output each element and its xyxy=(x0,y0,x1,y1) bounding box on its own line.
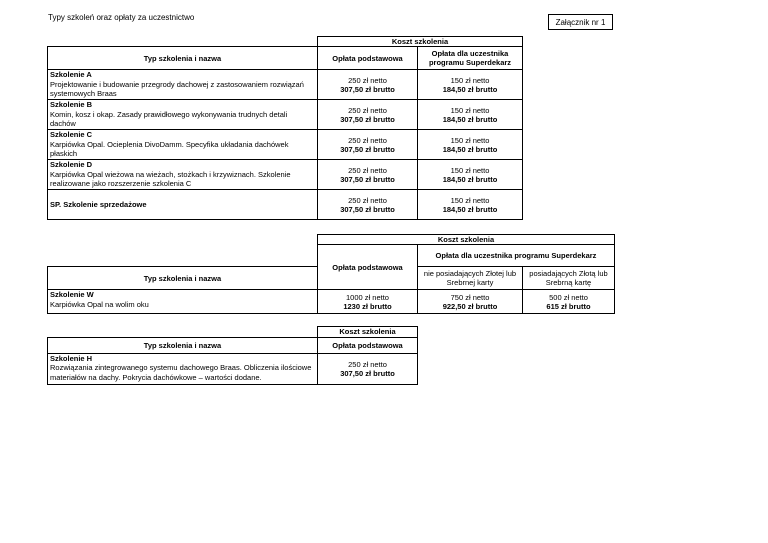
member-fee-gross: 184,50 zł brutto xyxy=(442,174,498,184)
base-fee-net: 250 zł netto xyxy=(348,105,387,115)
member-fee-header: Opłata dla uczestnika programu Superdekarz xyxy=(418,245,615,267)
training-h-fees-table xyxy=(47,326,418,385)
card-fee-net: 500 zł netto xyxy=(549,292,588,302)
col-header-no-card: nie posiadających Złotej lub Srebrnej karty xyxy=(418,267,523,290)
training-description: Karpiówka Opal na wolim oku xyxy=(50,299,149,309)
training-description: Karpiówka Opal wieżowa na wieżach, stożkach i krzywiznach. Szkolenie realizowane jako rozszerzenie szkolenia C xyxy=(50,169,291,189)
table-row xyxy=(48,100,523,130)
base-fee-net: 250 zł netto xyxy=(348,135,387,145)
card-fee-gross: 615 zł brutto xyxy=(546,301,591,311)
no-card-fee-gross: 922,50 zł brutto xyxy=(442,301,498,311)
member-fee-net: 150 zł netto xyxy=(450,135,490,145)
col-header-member-fee: Opłata dla uczestnika programu Superdekarz xyxy=(418,47,523,70)
base-fee-gross: 307,50 zł brutto xyxy=(340,114,395,124)
training-name: Szkolenie A xyxy=(50,70,92,80)
col-header-card: posiadających Złotą lub Srebrną kartę xyxy=(523,267,615,290)
table-row xyxy=(48,70,523,100)
member-fee-net: 150 zł netto xyxy=(450,105,490,115)
training-description: Projektowanie i budowanie przegrody dachowej z zastosowaniem rozwiązań systemowych Braas xyxy=(50,79,304,99)
member-fee-gross: 184,50 zł brutto xyxy=(442,204,498,214)
table-row xyxy=(48,130,523,160)
base-fee-net: 250 zł netto xyxy=(348,165,387,175)
base-fee-net: 250 zł netto xyxy=(348,195,387,205)
base-fee-net: 1000 zł netto xyxy=(346,292,389,302)
base-fee-gross: 1230 zł brutto xyxy=(343,301,392,311)
table-row xyxy=(48,290,615,314)
base-fee-gross: 307,50 zł brutto xyxy=(340,84,395,94)
training-description: Rozwiązania zintegrowanego systemu dachowego Braas. Obliczenia ilościowe materiałów na dachy. Pokrycia dachówkowe – wartości dodane. xyxy=(50,363,312,382)
table-row xyxy=(48,160,523,190)
training-name: Szkolenie H xyxy=(50,354,93,363)
col-header-type: Typ szkolenia i nazwa xyxy=(48,338,318,354)
member-fee-gross: 184,50 zł brutto xyxy=(442,114,498,124)
col-header-type: Typ szkolenia i nazwa xyxy=(48,47,318,70)
training-w-fees-table xyxy=(47,234,615,314)
training-name: Szkolenie B xyxy=(50,100,93,110)
base-fee-gross: 307,50 zł brutto xyxy=(340,144,395,154)
base-fee-net: 250 zł netto xyxy=(348,359,387,369)
base-fee-gross: 307,50 zł brutto xyxy=(340,174,395,184)
base-fee-gross: 307,50 zł brutto xyxy=(340,369,395,378)
training-name: Szkolenie W xyxy=(50,290,94,300)
training-description: Karpiówka Opal. Ocieplenia DivoDamm. Specyfika układania dachówek płaskich xyxy=(50,139,289,159)
member-fee-gross: 184,50 zł brutto xyxy=(442,144,498,154)
table-row xyxy=(48,354,418,385)
col-header-base-fee: Opłata podstawowa xyxy=(318,338,418,354)
training-fees-table xyxy=(47,36,523,220)
member-fee-net: 150 zł netto xyxy=(450,75,490,85)
col-header-base-fee: Opłata podstawowa xyxy=(318,47,418,70)
table-row xyxy=(48,190,523,220)
member-fee-net: 150 zł netto xyxy=(450,195,490,205)
member-fee-gross: 184,50 zł brutto xyxy=(442,84,498,94)
page-title: Typy szkoleń oraz opłaty za uczestnictwo xyxy=(48,13,195,22)
training-name: Szkolenie C xyxy=(50,130,93,140)
base-fee-gross: 307,50 zł brutto xyxy=(340,204,395,214)
col-header-type: Typ szkolenia i nazwa xyxy=(48,267,318,290)
member-fee-net: 150 zł netto xyxy=(450,165,490,175)
base-fee-net: 250 zł netto xyxy=(348,75,387,85)
no-card-fee-net: 750 zł netto xyxy=(450,292,490,302)
annex-label: Załącznik nr 1 xyxy=(548,14,613,30)
cost-group-header: Koszt szkolenia xyxy=(318,327,418,338)
cost-group-header: Koszt szkolenia xyxy=(318,235,615,245)
training-description: Komin, kosz i okap. Zasady prawidłowego wykonywania trudnych detali dachów xyxy=(50,109,288,129)
training-name: SP. Szkolenie sprzedażowe xyxy=(48,190,318,220)
cost-group-header: Koszt szkolenia xyxy=(318,37,523,47)
training-name: Szkolenie D xyxy=(50,160,93,170)
col-header-base-fee: Opłata podstawowa xyxy=(318,245,418,290)
